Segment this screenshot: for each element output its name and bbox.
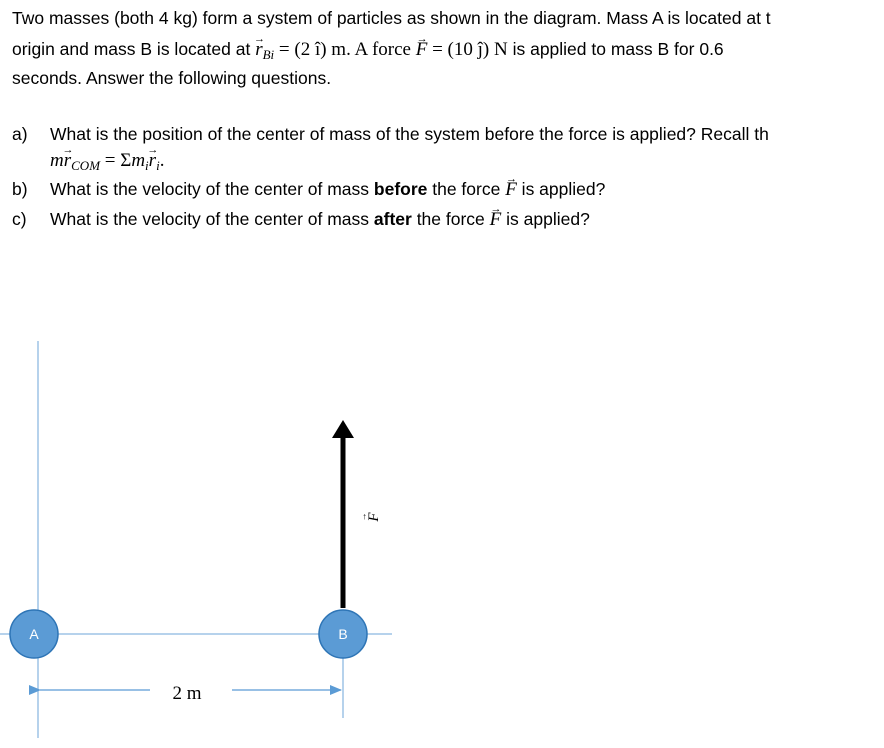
question-c-bold: after bbox=[373, 209, 412, 229]
force-arrow-head bbox=[332, 420, 354, 438]
intro-text-2b: is applied to mass B for 0.6 bbox=[507, 39, 724, 59]
r-subscript: Bi bbox=[262, 47, 275, 62]
formula-r-com: → r bbox=[64, 149, 71, 173]
force-label: F bbox=[366, 512, 382, 522]
question-a-text: What is the position of the center of mass of the system before the force is applied? Recall th bbox=[50, 124, 769, 144]
formula-sum: = Σ bbox=[100, 150, 132, 171]
question-b-post: is applied? bbox=[516, 179, 606, 199]
question-b-marker: b) bbox=[12, 179, 28, 199]
force-label-group bbox=[358, 512, 382, 523]
question-a-marker: a) bbox=[12, 124, 28, 144]
formula-m: m bbox=[50, 150, 64, 171]
formula-com-sub: COM bbox=[71, 158, 101, 173]
intro-text-3: seconds. Answer the following questions. bbox=[12, 68, 332, 88]
force-vector-symbol: → F bbox=[416, 38, 428, 62]
mass-a-label: A bbox=[29, 626, 39, 642]
position-value: = (2 î) m. A force bbox=[274, 39, 416, 60]
formula-ri-sub: i bbox=[156, 158, 160, 173]
force-label-arrow-icon: → bbox=[358, 512, 368, 522]
question-c-post: is applied? bbox=[501, 209, 590, 229]
force-value: = (10 ĵ) N bbox=[427, 39, 508, 60]
question-c-mid: the force bbox=[411, 209, 490, 229]
question-b-bold: before bbox=[373, 179, 428, 199]
question-b-mid: the force bbox=[427, 179, 506, 199]
intro-text-2a: origin and mass B is located at bbox=[12, 39, 256, 59]
intro-text-1: Two masses (both 4 kg) form a system of particles as shown in the diagram. Mass A is located at t bbox=[12, 8, 771, 28]
formula-mi-sub: i bbox=[145, 158, 149, 173]
formula-ri: → r bbox=[149, 149, 156, 173]
mass-b-label: B bbox=[338, 626, 348, 642]
r-vector-symbol: → r bbox=[255, 38, 262, 62]
question-b-force-symbol: → F bbox=[505, 178, 517, 202]
formula-mi: m bbox=[131, 150, 146, 171]
question-c-force-symbol: → F bbox=[490, 208, 502, 232]
question-c-marker: c) bbox=[12, 209, 27, 229]
formula-period: . bbox=[159, 150, 165, 171]
distance-label: 2 m bbox=[172, 683, 202, 704]
question-b-pre: What is the velocity of the center of mass bbox=[50, 179, 374, 199]
question-c-pre: What is the velocity of the center of mass bbox=[50, 209, 374, 229]
